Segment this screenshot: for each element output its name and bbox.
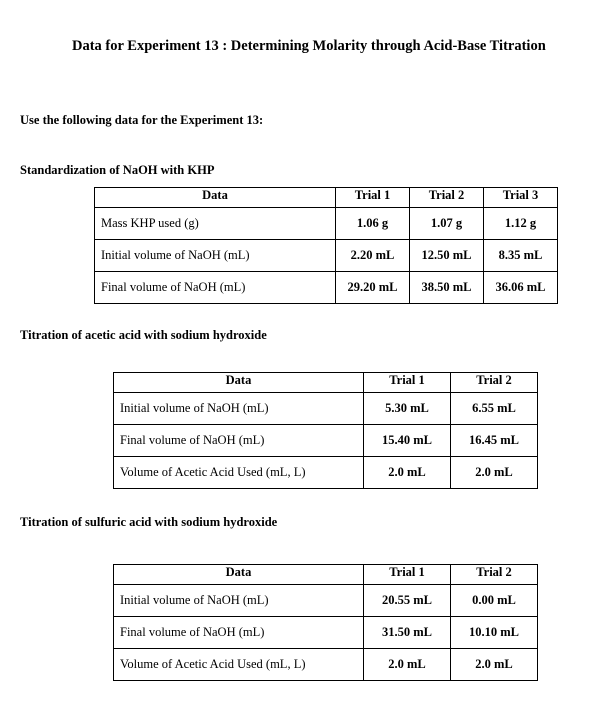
cell-value: 2.0 mL <box>451 649 538 681</box>
table-row <box>114 393 538 425</box>
column-header-data: Data <box>114 373 364 393</box>
cell-value: 16.45 mL <box>451 425 538 457</box>
table-row <box>114 649 538 681</box>
cell-value: 15.40 mL <box>364 425 451 457</box>
cell-value: 1.12 g <box>484 208 558 240</box>
cell-value: 29.20 mL <box>336 272 410 304</box>
cell-value: 1.06 g <box>336 208 410 240</box>
section-heading-acetic-acid: Titration of acetic acid with sodium hydroxide <box>20 328 267 342</box>
table-row <box>114 425 538 457</box>
cell-value: 2.0 mL <box>364 649 451 681</box>
row-label: Final volume of NaOH (mL) <box>114 617 364 649</box>
cell-value: 2.20 mL <box>336 240 410 272</box>
table-header-row <box>95 188 558 208</box>
cell-value: 8.35 mL <box>484 240 558 272</box>
column-header-trial-2: Trial 2 <box>451 373 538 393</box>
cell-value: 10.10 mL <box>451 617 538 649</box>
column-header-trial-3: Trial 3 <box>484 188 558 208</box>
cell-value: 38.50 mL <box>410 272 484 304</box>
row-label: Final volume of NaOH (mL) <box>95 272 336 304</box>
table-row <box>114 457 538 489</box>
instruction-text: Use the following data for the Experiment 13: <box>20 113 264 127</box>
column-header-trial-2: Trial 2 <box>451 565 538 585</box>
standardization-table <box>94 187 558 304</box>
column-header-trial-1: Trial 1 <box>364 373 451 393</box>
section-heading-standardization: Standardization of NaOH with KHP <box>20 163 215 177</box>
cell-value: 20.55 mL <box>364 585 451 617</box>
column-header-trial-1: Trial 1 <box>364 565 451 585</box>
row-label: Initial volume of NaOH (mL) <box>95 240 336 272</box>
column-header-data: Data <box>95 188 336 208</box>
cell-value: 2.0 mL <box>364 457 451 489</box>
row-label: Initial volume of NaOH (mL) <box>114 585 364 617</box>
table-row <box>95 272 558 304</box>
cell-value: 5.30 mL <box>364 393 451 425</box>
table-header-row <box>114 373 538 393</box>
row-label: Volume of Acetic Acid Used (mL, L) <box>114 649 364 681</box>
column-header-trial-2: Trial 2 <box>410 188 484 208</box>
cell-value: 2.0 mL <box>451 457 538 489</box>
cell-value: 36.06 mL <box>484 272 558 304</box>
row-label: Initial volume of NaOH (mL) <box>114 393 364 425</box>
document-title: Data for Experiment 13 : Determining Molarity through Acid-Base Titration <box>72 38 546 54</box>
cell-value: 31.50 mL <box>364 617 451 649</box>
cell-value: 12.50 mL <box>410 240 484 272</box>
table-header-row <box>114 565 538 585</box>
column-header-data: Data <box>114 565 364 585</box>
row-label: Volume of Acetic Acid Used (mL, L) <box>114 457 364 489</box>
table-row <box>95 240 558 272</box>
table-row <box>114 585 538 617</box>
column-header-trial-1: Trial 1 <box>336 188 410 208</box>
row-label: Mass KHP used (g) <box>95 208 336 240</box>
cell-value: 1.07 g <box>410 208 484 240</box>
section-heading-sulfuric-acid: Titration of sulfuric acid with sodium hydroxide <box>20 515 278 529</box>
table-row <box>95 208 558 240</box>
row-label: Final volume of NaOH (mL) <box>114 425 364 457</box>
acetic-acid-table <box>113 372 538 489</box>
cell-value: 6.55 mL <box>451 393 538 425</box>
cell-value: 0.00 mL <box>451 585 538 617</box>
table-row <box>114 617 538 649</box>
sulfuric-acid-table <box>113 564 538 681</box>
